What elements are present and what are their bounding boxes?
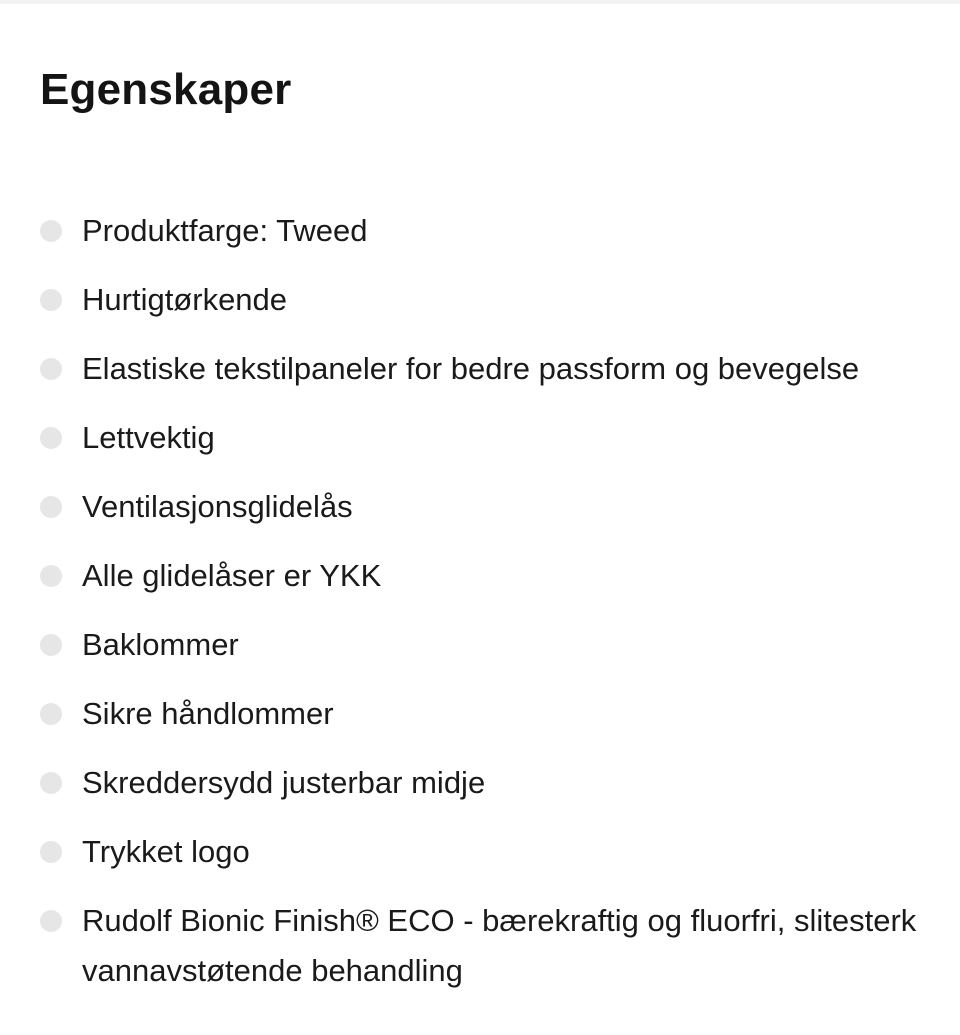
feature-text: Alle glidelåser er YKK — [82, 558, 382, 593]
bullet-dot-icon — [40, 634, 62, 656]
list-item — [40, 413, 940, 463]
bullet-dot-icon — [40, 220, 62, 242]
list-item — [40, 206, 940, 256]
section-title: Egenskaper — [40, 65, 292, 114]
list-item — [40, 551, 940, 601]
list-item — [40, 896, 940, 996]
feature-list — [40, 206, 940, 996]
feature-text: Trykket logo — [82, 834, 250, 869]
feature-text: Lettvektig — [82, 420, 215, 455]
bullet-dot-icon — [40, 565, 62, 587]
feature-text: Hurtigtørkende — [82, 282, 288, 317]
bullet-dot-icon — [40, 703, 62, 725]
list-item — [40, 620, 940, 670]
bullet-dot-icon — [40, 841, 62, 863]
feature-text: Ventilasjonsglidelås — [82, 489, 353, 524]
bullet-dot-icon — [40, 910, 62, 932]
list-item — [40, 758, 940, 808]
top-divider — [0, 0, 960, 4]
feature-text: Produktfarge: Tweed — [82, 213, 368, 248]
list-item — [40, 689, 940, 739]
feature-text: Rudolf Bionic Finish® ECO - bærekraftig og fluorfri, slitesterk vannavstøtende behandling — [82, 903, 917, 988]
bullet-dot-icon — [40, 289, 62, 311]
list-item — [40, 482, 940, 532]
feature-text: Elastiske tekstilpaneler for bedre passform og bevegelse — [82, 351, 860, 386]
feature-text: Sikre håndlommer — [82, 696, 334, 731]
bullet-dot-icon — [40, 772, 62, 794]
feature-text: Skreddersydd justerbar midje — [82, 765, 486, 800]
list-item — [40, 344, 940, 394]
bullet-dot-icon — [40, 427, 62, 449]
feature-text: Baklommer — [82, 627, 239, 662]
list-item — [40, 275, 940, 325]
bullet-dot-icon — [40, 496, 62, 518]
features-section — [40, 60, 940, 1015]
bullet-dot-icon — [40, 358, 62, 380]
list-item — [40, 827, 940, 877]
